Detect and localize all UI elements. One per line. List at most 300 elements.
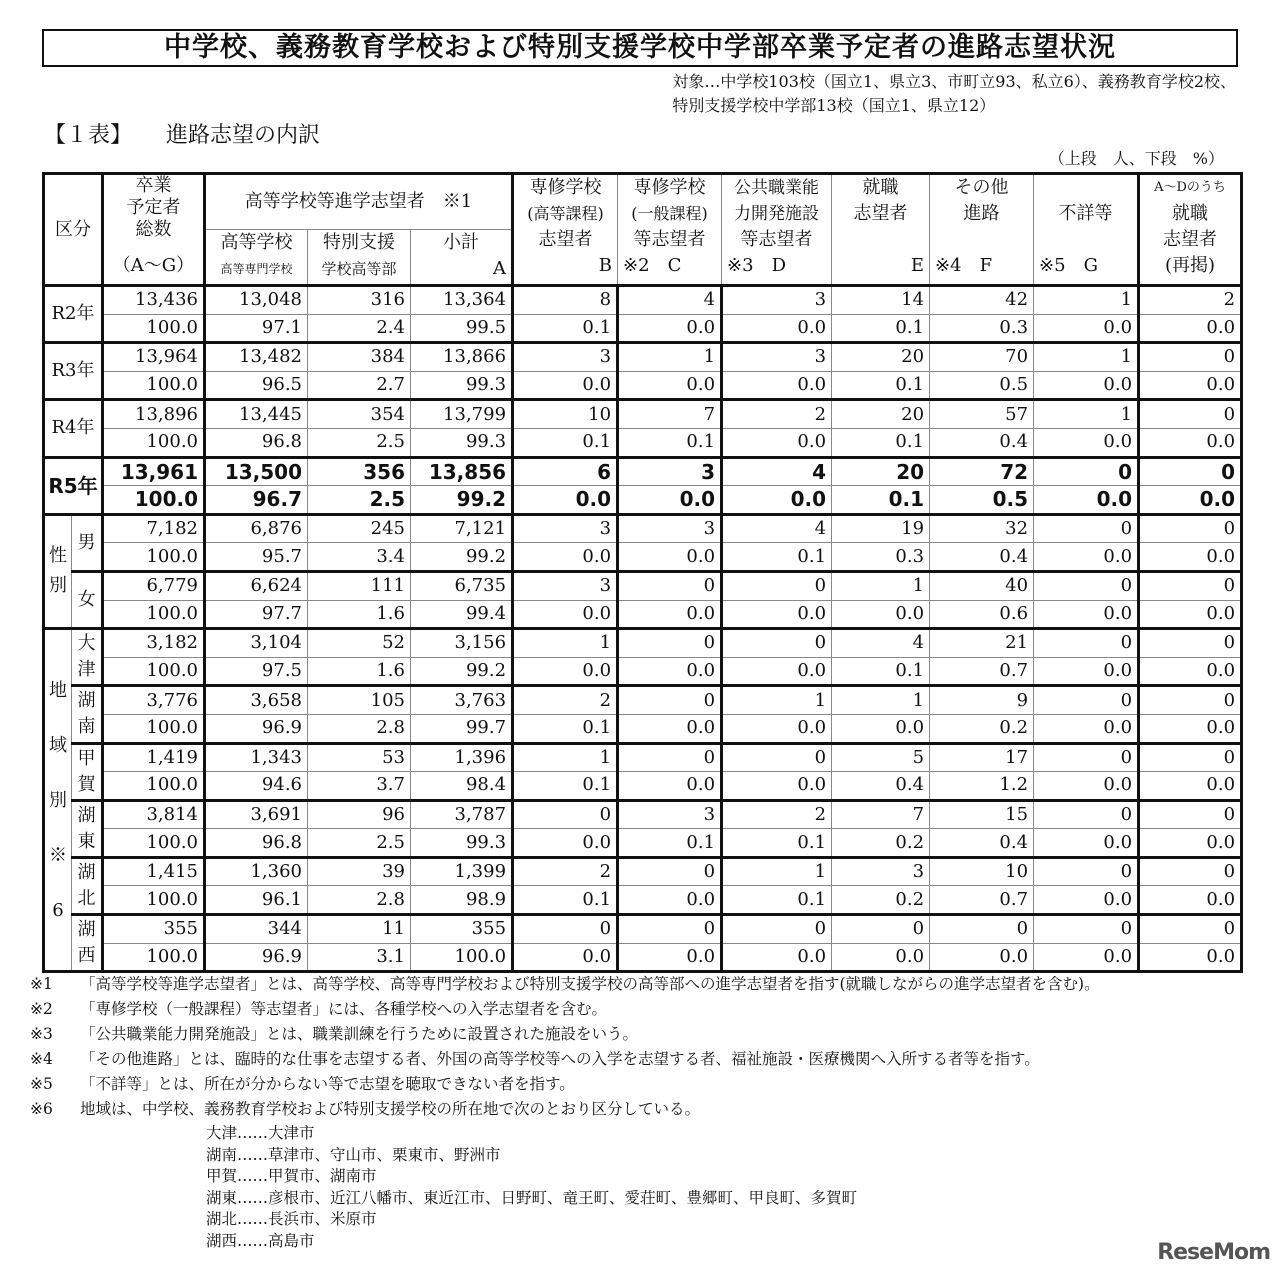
- value-cell: 13,445: [205, 400, 308, 429]
- header-text: 学校高等部: [321, 260, 397, 278]
- value-cell: 0.0: [832, 600, 930, 629]
- header-text: 予定者: [126, 197, 181, 218]
- value-cell: 0.0: [1034, 543, 1139, 572]
- value-cell: 0.0: [513, 943, 618, 972]
- value-cell: 0.0: [722, 486, 832, 515]
- value-cell: 1,360: [205, 857, 308, 886]
- value-cell: 3.7: [308, 772, 411, 801]
- value-cell: 0.0: [618, 657, 722, 686]
- table-row: [44, 800, 1242, 829]
- value-cell: 0.1: [832, 314, 930, 343]
- value-cell: 3: [618, 800, 722, 829]
- value-cell: 10: [930, 857, 1034, 886]
- value-cell: 0.4: [930, 428, 1034, 457]
- value-cell: 1: [722, 857, 832, 886]
- value-cell: 96.5: [205, 371, 308, 400]
- value-cell: 0: [618, 686, 722, 715]
- value-cell: 0.0: [618, 943, 722, 972]
- value-cell: 0.0: [1034, 486, 1139, 515]
- footnote-text: 「高等学校等進学志望者」とは、高等学校、高等専門学校および特別支援学校の高等部への進学志望者を指す(就職しながらの進学志望者を含む)。: [80, 975, 1100, 993]
- value-cell: 0: [1034, 915, 1139, 944]
- value-cell: 20: [832, 457, 930, 486]
- footnote-text: 「不詳等」とは、所在が分からない等で志望を聴取できない者を指す。: [80, 1075, 575, 1093]
- value-cell: 0.0: [1139, 371, 1242, 400]
- table-row: [44, 428, 1242, 457]
- value-cell: 0.0: [618, 886, 722, 915]
- header-text: 小計: [443, 232, 480, 253]
- footnote: [30, 998, 1240, 1020]
- footnote-text: 「専修学校（一般課程）等志望者」には、各種学校への入学志望者を含む。: [80, 1000, 608, 1018]
- value-cell: 0.0: [1034, 886, 1139, 915]
- table-body: [44, 286, 1242, 972]
- footnote: [30, 1073, 1240, 1095]
- value-cell: 0.1: [832, 657, 930, 686]
- header-g: [1034, 174, 1139, 286]
- value-cell: 0: [1139, 743, 1242, 772]
- value-cell: 11: [308, 915, 411, 944]
- scope-note: [672, 70, 1236, 118]
- header-text: ※3 D: [727, 255, 786, 276]
- value-cell: 0.1: [513, 428, 618, 457]
- row-label: 女: [72, 571, 103, 628]
- table-row: [44, 772, 1242, 801]
- value-cell: 0: [618, 857, 722, 886]
- table-row: [44, 943, 1242, 972]
- value-cell: 0.0: [1034, 829, 1139, 858]
- value-cell: 3,776: [103, 686, 205, 715]
- value-cell: 1,343: [205, 743, 308, 772]
- value-cell: 0.1: [513, 714, 618, 743]
- value-cell: 0: [1034, 571, 1139, 600]
- value-cell: 0.5: [930, 486, 1034, 515]
- value-cell: 3,658: [205, 686, 308, 715]
- value-cell: 13,896: [103, 400, 205, 429]
- career-table: [42, 172, 1243, 973]
- table-name: 進路志望の内訳: [166, 123, 321, 148]
- value-cell: 1,396: [411, 743, 513, 772]
- value-cell: 1.6: [308, 600, 411, 629]
- area-item: 湖西……高島市: [206, 1231, 315, 1250]
- table-row: [44, 886, 1242, 915]
- value-cell: 316: [308, 286, 411, 315]
- header-text: 専修学校: [633, 177, 706, 198]
- header-d: [722, 174, 832, 286]
- value-cell: 99.2: [411, 486, 513, 515]
- header-text: （A～G）: [112, 255, 195, 276]
- header-subtotal: [411, 230, 513, 286]
- value-cell: 3.1: [308, 943, 411, 972]
- value-cell: 100.0: [103, 543, 205, 572]
- value-cell: 9: [930, 686, 1034, 715]
- value-cell: 0.0: [1139, 886, 1242, 915]
- table-row: [44, 286, 1242, 315]
- value-cell: 98.4: [411, 772, 513, 801]
- value-cell: 0: [832, 915, 930, 944]
- table-row: [44, 743, 1242, 772]
- value-cell: 13,799: [411, 400, 513, 429]
- value-cell: 13,048: [205, 286, 308, 315]
- value-cell: 0.2: [930, 714, 1034, 743]
- header-text: 卒業: [135, 175, 172, 196]
- value-cell: 2.8: [308, 714, 411, 743]
- value-cell: 13,964: [103, 343, 205, 372]
- header-text: 志望者: [1163, 229, 1218, 250]
- value-cell: 0: [1139, 686, 1242, 715]
- value-cell: 0.2: [832, 886, 930, 915]
- header-text: 特別支援: [323, 232, 395, 253]
- value-cell: 99.3: [411, 371, 513, 400]
- value-cell: 0.0: [832, 714, 930, 743]
- header-text: 公共職業能: [734, 178, 820, 198]
- value-cell: 8: [513, 286, 618, 315]
- value-cell: 39: [308, 857, 411, 886]
- value-cell: 15: [930, 800, 1034, 829]
- value-cell: 0: [1034, 857, 1139, 886]
- value-cell: 14: [832, 286, 930, 315]
- value-cell: 0.0: [1139, 600, 1242, 629]
- value-cell: 0.1: [618, 428, 722, 457]
- value-cell: 32: [930, 514, 1034, 543]
- value-cell: 3: [618, 514, 722, 543]
- value-cell: 0.0: [513, 657, 618, 686]
- value-cell: 0.0: [513, 600, 618, 629]
- value-cell: 0.6: [930, 600, 1034, 629]
- header-text: 等志望者: [740, 229, 813, 250]
- value-cell: 52: [308, 629, 411, 658]
- region-group-label: 地域別※6: [44, 629, 72, 972]
- value-cell: 0.0: [722, 600, 832, 629]
- value-cell: 0.0: [1139, 543, 1242, 572]
- value-cell: 2: [513, 857, 618, 886]
- table-row: [44, 571, 1242, 600]
- value-cell: 96.7: [205, 486, 308, 515]
- value-cell: 0.0: [618, 714, 722, 743]
- table-header: [44, 174, 1242, 286]
- area-item: 大津……大津市: [206, 1124, 315, 1142]
- value-cell: 13,856: [411, 457, 513, 486]
- value-cell: 0.0: [618, 486, 722, 515]
- value-cell: 1.6: [308, 657, 411, 686]
- value-cell: 100.0: [411, 943, 513, 972]
- value-cell: 1,415: [103, 857, 205, 886]
- value-cell: 0: [1034, 686, 1139, 715]
- value-cell: 3: [513, 514, 618, 543]
- value-cell: 96.8: [205, 428, 308, 457]
- value-cell: 100.0: [103, 829, 205, 858]
- value-cell: 0.1: [618, 829, 722, 858]
- value-cell: 0.0: [1034, 600, 1139, 629]
- value-cell: 0: [1139, 457, 1242, 486]
- value-cell: 245: [308, 514, 411, 543]
- value-cell: 3,787: [411, 800, 513, 829]
- value-cell: 0.7: [930, 886, 1034, 915]
- value-cell: 0.1: [832, 371, 930, 400]
- header-text: 総数: [135, 219, 172, 240]
- value-cell: 3: [513, 343, 618, 372]
- header-text: 進路: [963, 203, 1000, 224]
- table-row: [44, 514, 1242, 543]
- header-h: [1139, 174, 1242, 286]
- value-cell: 4: [722, 514, 832, 543]
- value-cell: 0.7: [930, 657, 1034, 686]
- header-hs: [205, 230, 308, 286]
- header-total: [103, 174, 205, 286]
- table-row: [44, 629, 1242, 658]
- header-e: [832, 174, 930, 286]
- footnote-mark: ※2: [30, 1000, 53, 1018]
- table-row: [44, 400, 1242, 429]
- value-cell: 0.0: [722, 428, 832, 457]
- value-cell: 0.0: [722, 772, 832, 801]
- value-cell: 0.4: [930, 829, 1034, 858]
- value-cell: 0.0: [513, 829, 618, 858]
- value-cell: 6,624: [205, 571, 308, 600]
- value-cell: 100.0: [103, 886, 205, 915]
- value-cell: 0.1: [513, 772, 618, 801]
- value-cell: 0: [1034, 514, 1139, 543]
- header-text: 志望者: [538, 229, 593, 250]
- value-cell: 3: [722, 343, 832, 372]
- watermark-logo: ReseMom: [1157, 1240, 1270, 1265]
- value-cell: 111: [308, 571, 411, 600]
- value-cell: 0: [722, 629, 832, 658]
- value-cell: 72: [930, 457, 1034, 486]
- value-cell: 97.5: [205, 657, 308, 686]
- value-cell: 7,182: [103, 514, 205, 543]
- header-text: (高等課程): [527, 204, 604, 223]
- value-cell: 0.0: [1034, 428, 1139, 457]
- value-cell: 13,436: [103, 286, 205, 315]
- value-cell: 13,500: [205, 457, 308, 486]
- value-cell: 0.0: [618, 600, 722, 629]
- value-cell: 2.5: [308, 486, 411, 515]
- value-cell: 0.0: [513, 543, 618, 572]
- value-cell: 1,399: [411, 857, 513, 886]
- value-cell: 6,876: [205, 514, 308, 543]
- value-cell: 0: [513, 915, 618, 944]
- value-cell: 0: [1139, 800, 1242, 829]
- row-label: R3年: [44, 343, 103, 400]
- footnote: [30, 1098, 1240, 1120]
- value-cell: 0.1: [513, 886, 618, 915]
- value-cell: 0.1: [722, 829, 832, 858]
- value-cell: 21: [930, 629, 1034, 658]
- footnote-text: 「その他進路」とは、臨時的な仕事を志望する者、外国の高等学校等への入学を志望する者、福祉施設・医療機関へ入所する者等を指す。: [80, 1050, 1040, 1068]
- value-cell: 99.2: [411, 543, 513, 572]
- value-cell: 100.0: [103, 714, 205, 743]
- value-cell: 384: [308, 343, 411, 372]
- header-text: 就職: [862, 177, 899, 198]
- value-cell: 355: [411, 915, 513, 944]
- value-cell: 0: [1139, 514, 1242, 543]
- area-item: 甲賀……甲賀市、湖南市: [206, 1167, 377, 1185]
- value-cell: 3,182: [103, 629, 205, 658]
- value-cell: 96: [308, 800, 411, 829]
- table-row: [44, 314, 1242, 343]
- row-label: R4年: [44, 400, 103, 457]
- value-cell: 0.0: [930, 943, 1034, 972]
- footnotes: [30, 973, 1240, 1252]
- value-cell: 6,779: [103, 571, 205, 600]
- header-text: ※2 C: [623, 255, 682, 276]
- value-cell: 1: [1034, 286, 1139, 315]
- value-cell: 0: [930, 915, 1034, 944]
- footnote-mark: ※6: [30, 1100, 53, 1118]
- value-cell: 100.0: [103, 600, 205, 629]
- header-special: [308, 230, 411, 286]
- value-cell: 13,364: [411, 286, 513, 315]
- value-cell: 0.0: [1034, 371, 1139, 400]
- row-label: R5年: [44, 457, 103, 514]
- value-cell: 1: [618, 343, 722, 372]
- footnote: [30, 973, 1240, 995]
- value-cell: 96.1: [205, 886, 308, 915]
- value-cell: 344: [205, 915, 308, 944]
- value-cell: 96.9: [205, 943, 308, 972]
- value-cell: 0: [1139, 915, 1242, 944]
- value-cell: 2.5: [308, 829, 411, 858]
- value-cell: 99.2: [411, 657, 513, 686]
- value-cell: 1: [832, 571, 930, 600]
- footnote-mark: ※5: [30, 1075, 53, 1093]
- value-cell: 96.9: [205, 714, 308, 743]
- value-cell: 97.1: [205, 314, 308, 343]
- value-cell: 0.0: [1139, 657, 1242, 686]
- value-cell: 356: [308, 457, 411, 486]
- row-label: 湖西: [72, 915, 103, 972]
- value-cell: 3,814: [103, 800, 205, 829]
- value-cell: 13,482: [205, 343, 308, 372]
- row-label: 湖南: [72, 686, 103, 743]
- value-cell: 100.0: [103, 314, 205, 343]
- value-cell: 2: [1139, 286, 1242, 315]
- value-cell: 0: [1139, 571, 1242, 600]
- value-cell: 20: [832, 343, 930, 372]
- value-cell: 0: [722, 915, 832, 944]
- row-label: 湖北: [72, 857, 103, 914]
- value-cell: 2: [722, 800, 832, 829]
- value-cell: 53: [308, 743, 411, 772]
- header-highschool-group: 高等学校等進学志望者 ※1: [205, 174, 513, 230]
- header-text: 志望者: [853, 203, 908, 224]
- value-cell: 105: [308, 686, 411, 715]
- table-row: [44, 686, 1242, 715]
- table-row: [44, 457, 1242, 486]
- value-cell: 0.0: [722, 714, 832, 743]
- header-c: [618, 174, 722, 286]
- value-cell: 100.0: [103, 943, 205, 972]
- value-cell: 0.1: [832, 486, 930, 515]
- value-cell: 0.0: [513, 371, 618, 400]
- scope-line: 対象…中学校103校（国立1、県立3、市町立93、私立6）、義務教育学校2校、: [672, 72, 1236, 91]
- value-cell: 1: [513, 629, 618, 658]
- header-text: E: [910, 255, 925, 276]
- header-text: 力開発施設: [734, 204, 820, 224]
- value-cell: 10: [513, 400, 618, 429]
- value-cell: 0.0: [1139, 314, 1242, 343]
- value-cell: 0: [1034, 457, 1139, 486]
- value-cell: 0.5: [930, 371, 1034, 400]
- value-cell: 1: [1034, 343, 1139, 372]
- value-cell: 0: [722, 571, 832, 600]
- value-cell: 3,156: [411, 629, 513, 658]
- value-cell: 40: [930, 571, 1034, 600]
- value-cell: 7,121: [411, 514, 513, 543]
- value-cell: 0.0: [1139, 486, 1242, 515]
- value-cell: 0.0: [1139, 943, 1242, 972]
- value-cell: 0.0: [513, 486, 618, 515]
- value-cell: 2: [722, 400, 832, 429]
- footnote-mark: ※1: [30, 975, 53, 993]
- value-cell: 2: [513, 686, 618, 715]
- value-cell: 1: [832, 686, 930, 715]
- value-cell: 0: [1034, 629, 1139, 658]
- value-cell: 1: [513, 743, 618, 772]
- area-list: [206, 1123, 1240, 1252]
- value-cell: 100.0: [103, 428, 205, 457]
- value-cell: 1: [1034, 400, 1139, 429]
- header-text: 不詳等: [1058, 203, 1113, 224]
- footnote-text: 地域は、中学校、義務教育学校および特別支援学校の所在地で次のとおり区分している。: [80, 1100, 701, 1118]
- header-text: 等志望者: [633, 229, 706, 250]
- table-row: [44, 371, 1242, 400]
- row-label: 男: [72, 514, 103, 571]
- value-cell: 0.0: [832, 943, 930, 972]
- value-cell: 0: [1139, 629, 1242, 658]
- value-cell: 17: [930, 743, 1034, 772]
- value-cell: 100.0: [103, 772, 205, 801]
- value-cell: 0.0: [618, 314, 722, 343]
- footnote: [30, 1023, 1240, 1045]
- value-cell: 0.0: [1139, 829, 1242, 858]
- header-kubun: 区分: [44, 174, 103, 286]
- value-cell: 4: [722, 457, 832, 486]
- value-cell: 0.3: [930, 314, 1034, 343]
- value-cell: 3.4: [308, 543, 411, 572]
- value-cell: 99.5: [411, 314, 513, 343]
- value-cell: 0.4: [832, 772, 930, 801]
- value-cell: 19: [832, 514, 930, 543]
- value-cell: 96.8: [205, 829, 308, 858]
- value-cell: 98.9: [411, 886, 513, 915]
- value-cell: 99.4: [411, 600, 513, 629]
- value-cell: 100.0: [103, 371, 205, 400]
- value-cell: 3: [618, 457, 722, 486]
- table-row: [44, 343, 1242, 372]
- value-cell: 7: [832, 800, 930, 829]
- table-row: [44, 714, 1242, 743]
- value-cell: 3,104: [205, 629, 308, 658]
- value-cell: 0: [1034, 800, 1139, 829]
- value-cell: 7: [618, 400, 722, 429]
- header-text: 就職: [1172, 203, 1209, 224]
- value-cell: 97.7: [205, 600, 308, 629]
- value-cell: 0.0: [1034, 657, 1139, 686]
- value-cell: 2.7: [308, 371, 411, 400]
- value-cell: 0.0: [618, 772, 722, 801]
- table-row: [44, 857, 1242, 886]
- value-cell: 0.0: [1034, 714, 1139, 743]
- value-cell: 355: [103, 915, 205, 944]
- value-cell: 20: [832, 400, 930, 429]
- value-cell: 0: [618, 915, 722, 944]
- value-cell: 3: [513, 571, 618, 600]
- table-row: [44, 915, 1242, 944]
- value-cell: 1.2: [930, 772, 1034, 801]
- value-cell: 1: [722, 686, 832, 715]
- document-title: 中学校、義務教育学校および特別支援学校中学部卒業予定者の進路志望状況: [42, 29, 1238, 67]
- area-item: 湖東……彦根市、近江八幡市、東近江市、日野町、竜王町、愛荘町、豊郷町、甲良町、多賀町: [206, 1188, 858, 1207]
